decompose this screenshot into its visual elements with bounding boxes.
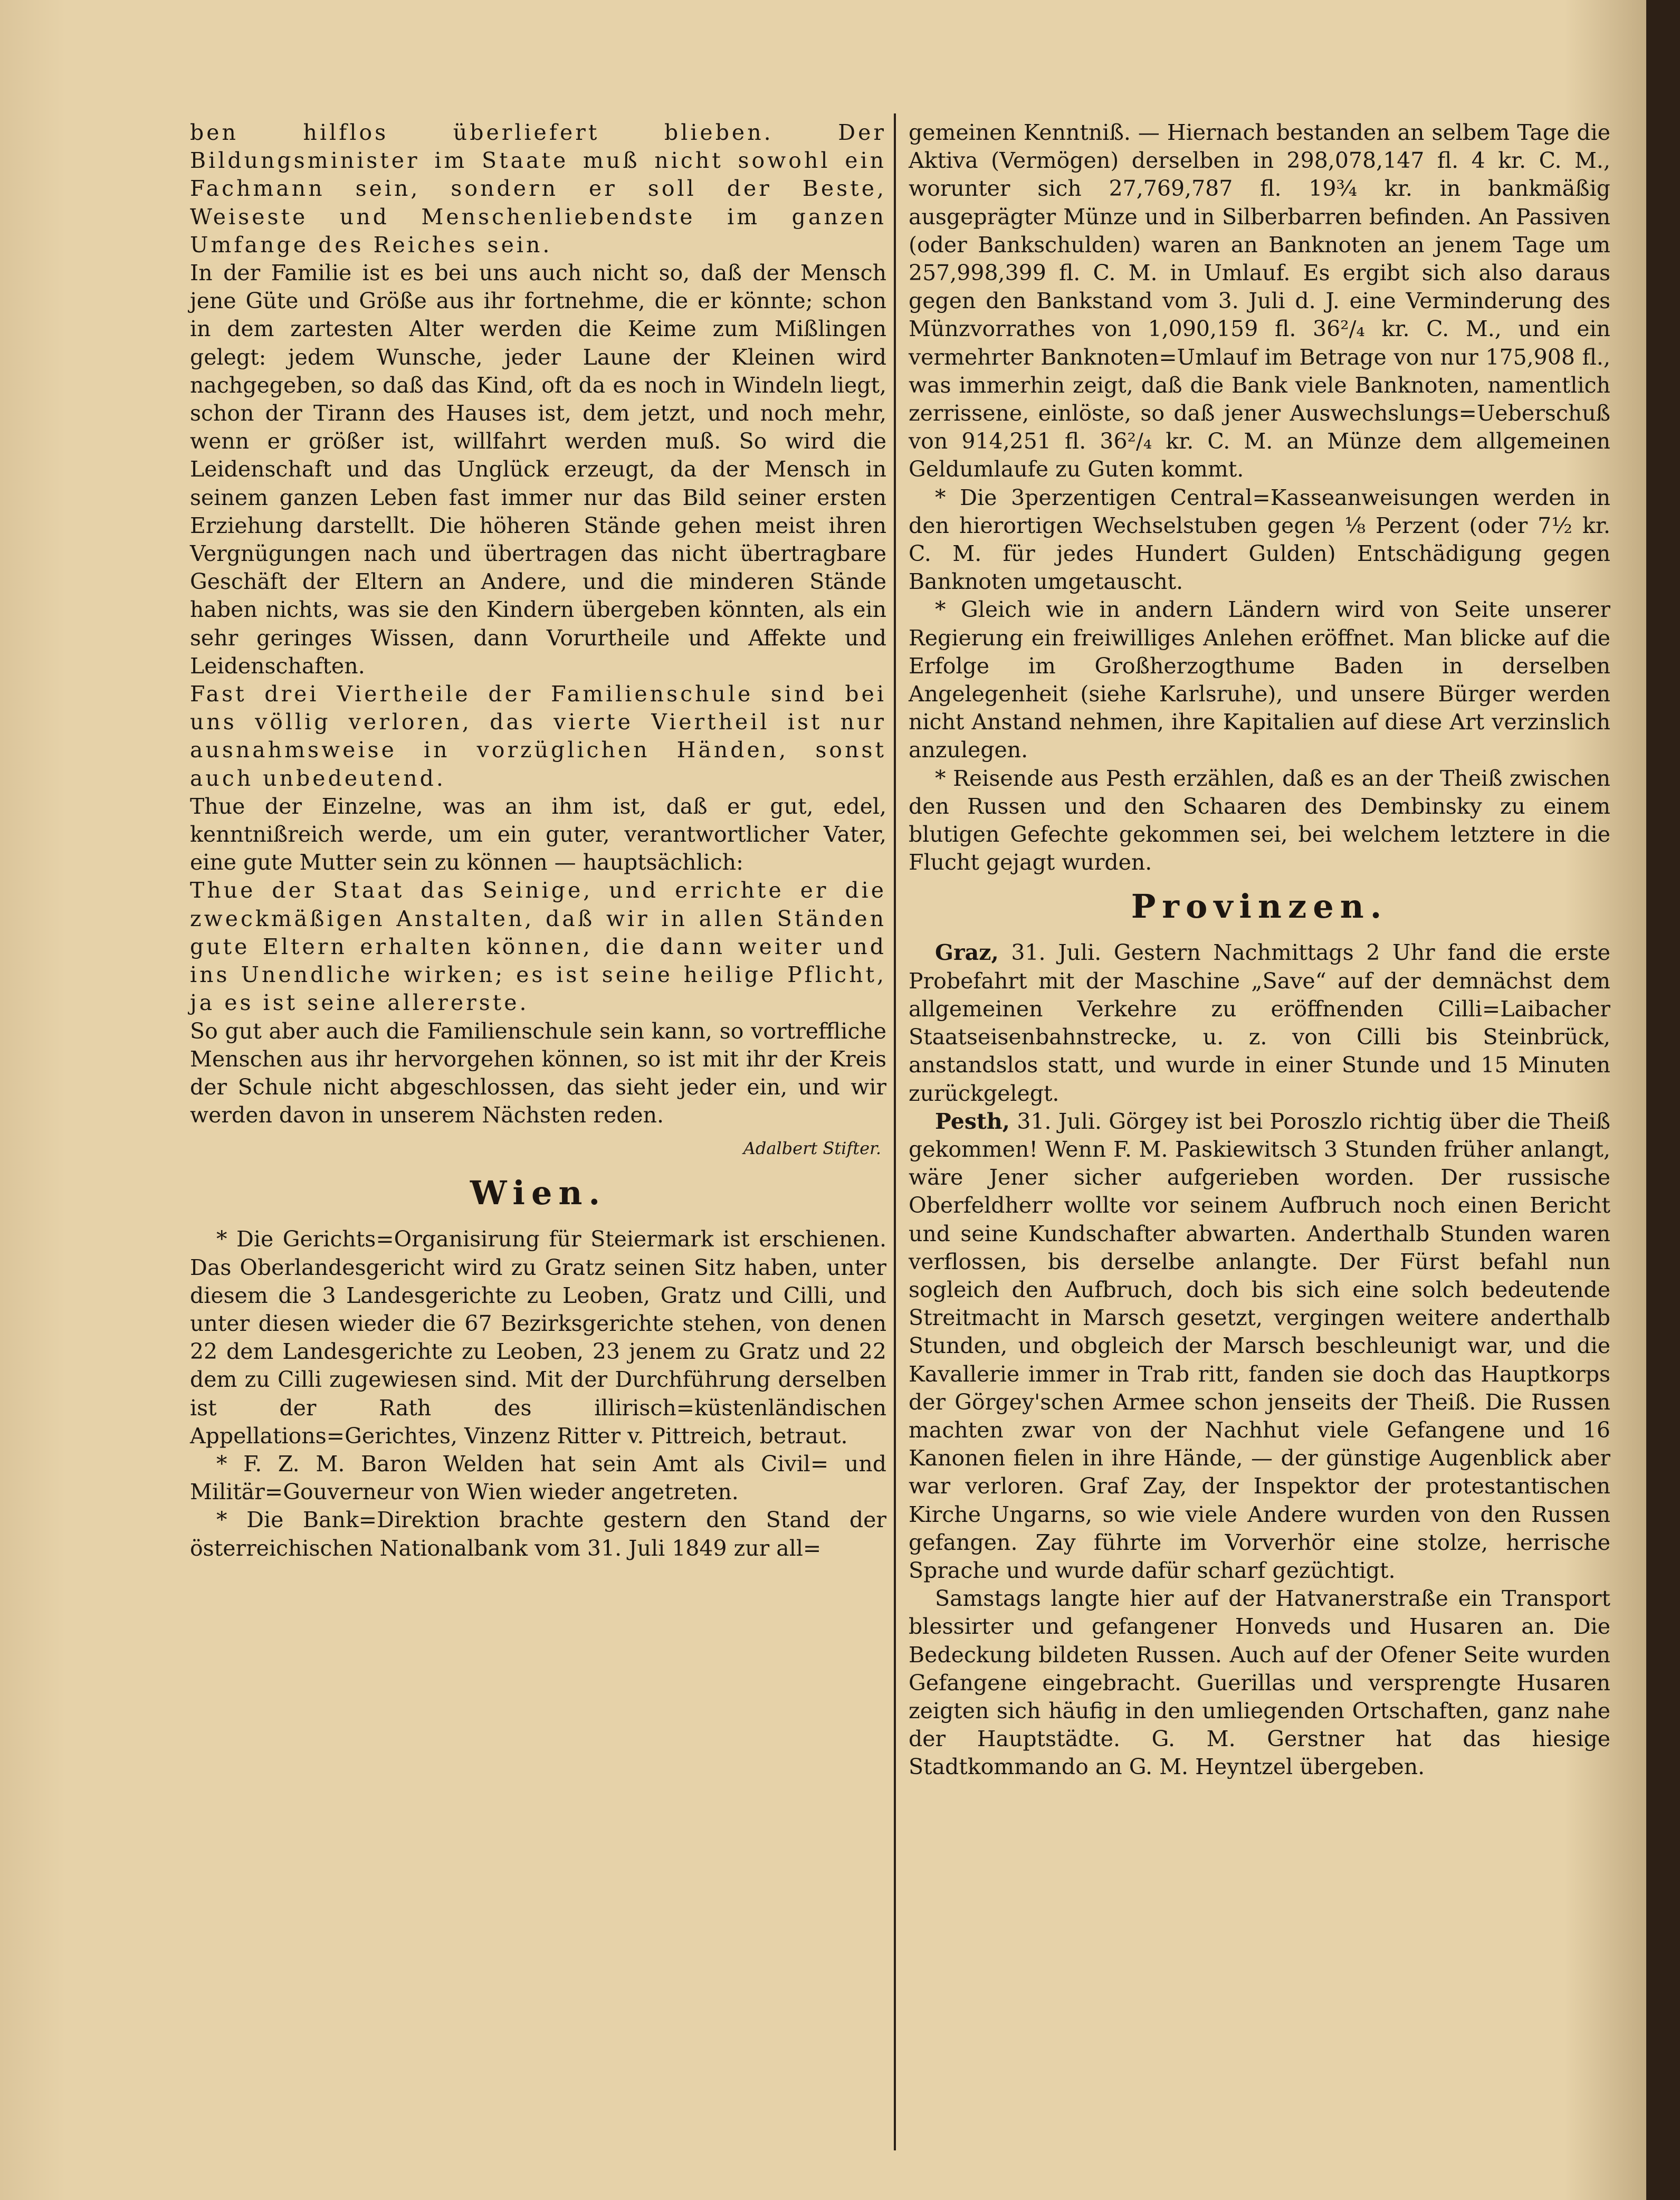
news-welden: * F. Z. M. Baron Welden hat sein Amt als Civil= und Militär=Gouverneur von Wien wieder angetreten. — [190, 1451, 886, 1505]
paragraph-kreis-der-schule: So gut aber auch die Familienschule sein kann, so vortreffliche Menschen aus ihr hervorgehen können, so ist mit ihr der Kreis der Schule nicht abgeschlossen, das sieht jeder ein, und wir werden davon in unserem Nächsten reden. — [190, 1018, 886, 1128]
author-signature: Adalbert Stifter. — [743, 1138, 881, 1159]
news-pesth-text: 31. Juli. Görgey ist bei Poroszlo richtig über die Theiß gekommen! Wenn F. M. Paskiewitsch 3 Stunden früher anlangt, wäre Jener sicher aufgerieben worden. Der russische Oberfeldherr wollte vor seinem Aufbruch noch einen Bericht und seine Kundschafter abwarten. Anderthalb Stunden waren verflossen, bis derselbe anlangte. Der Fürst befahl nun sogleich den Aufbruch, doch bis sich eine solch bedeutende Streitmacht in Marsch gesetzt, vergingen weitere anderthalb Stunden, und obgleich der Marsch beschleunigt war, und die Kavallerie immer in Trab ritt, fanden sie doch das Hauptkorps der Görgey'schen Armee schon jenseits der Theiß. Die Russen machten zwar von der Nachhut viele Gefangene und 16 Kanonen fielen in ihre Hände, — der günstige Augenblick aber war verloren. Graf Zay, der Inspektor der protestantischen Kirche Ungarns, so wie viele Andere wurden von den Russen gefangen. Zay führte im Vorverhör eine stolze, herrische Sprache und wurde dafür scharf gezüchtigt. — [909, 1108, 1610, 1583]
news-bank-stand: gemeinen Kenntniß. — Hiernach bestanden an selbem Tage die Aktiva (Vermögen) derselben in 298,078,147 fl. 4 kr. C. M., worunter sich 27,769,787 fl. 19¾ kr. in bankmäßig ausgeprägter Münze und in Silberbarren befinden. An Passiven (oder Bankschulden) waren an Banknoten an jenem Tage um 257,998,399 fl. C. M. in Umlauf. Es ergibt sich also daraus gegen den Bankstand vom 3. Juli d. J. eine Verminderung des Münzvorrathes von 1,090,159 fl. 36²/₄ kr. C. M., und ein vermehrter Banknoten=Umlauf im Betrage von nur 175,908 fl., was immerhin zeigt, daß die Bank viele Banknoten, namentlich zerrissene, einlöste, so daß jener Auswechslungs=Ueberschuß von 914,251 fl. 36²/₄ kr. C. M. an Münze dem allgemeinen Geldumlaufe zu Guten kommt. — [909, 120, 1610, 482]
news-graz-text: 31. Juli. Gestern Nachmittags 2 Uhr fand die erste Probefahrt mit der Maschine „Save“ auf der demnächst dem allgemeinen Verkehre zu eröffnenden Cilli=Laibacher Staatseisenbahnstrecke, u. z. von Cilli bis Steinbrück, anstandslos statt, und wurde in einer Stunde und 15 Minuten zurückgelegt. — [909, 940, 1610, 1106]
dateline-pesth: Pesth, — [935, 1108, 1010, 1134]
paragraph-staat: Thue der Staat das Seinige, und errichte er die zweckmäßigen Anstalten, daß wir in allen Ständen gute Eltern erhalten können, die dann weiter und ins Unendliche wirken; es ist seine heilige Pflicht, ja es ist seine allererste. — [190, 878, 886, 1016]
left-column — [190, 119, 886, 1563]
news-reisende-pesth: * Reisende aus Pesth erzählen, daß es an der Theiß zwischen den Russen und den Schaaren des Dembinsky zu einem blutigen Gefechte gekommen sei, bei welchem letztere in die Flucht gejagt wurden. — [909, 765, 1610, 875]
news-gerichts-organisirung: * Die Gerichts=Organisirung für Steiermark ist erschienen. Das Oberlandesgericht wird zu Gratz seinen Sitz haben, unter diesem die 3 Landesgerichte zu Leoben, Gratz und Cilli, und unter diesen wieder die 67 Bezirksgerichte stehen, von denen 22 dem Landesgerichte zu Leoben, 23 jenem zu Gratz und 22 dem zu Cilli zugewiesen sind. Mit der Durchführung derselben ist der Rath des illirisch=küstenländischen Appellations=Gerichtes, Vinzenz Ritter v. Pittreich, betraut. — [190, 1226, 886, 1449]
section-heading-wien: Wien. — [470, 1174, 607, 1213]
news-samstags: Samstags langte hier auf der Hatvanerstraße ein Transport blessirter und gefangener Honveds und Husaren an. Die Bedeckung bildeten Russen. Auch auf der Ofener Seite wurden Gefangene eingebracht. Guerillas und versprengte Husaren zeigten sich häufig in den umliegenden Ortschaften, ganz nahe der Hauptstädte. G. M. Gerstner hat das hiesige Stadtkommando an G. M. Heyntzel übergeben. — [909, 1586, 1610, 1780]
news-kasseanweisungen: * Die 3perzentigen Central=Kasseanweisungen werden in den hierortigen Wechselstuben gegen ⅛ Perzent (oder 7½ kr. C. M. für jedes Hundert Gulden) Entschädigung gegen Banknoten umgetauscht. — [909, 484, 1610, 595]
section-heading-provinzen: Provinzen. — [1131, 887, 1388, 926]
dateline-graz: Graz, — [935, 940, 999, 966]
page-edge-shadow — [1646, 0, 1680, 2200]
news-anlehen: * Gleich wie in andern Ländern wird von Seite unserer Regierung ein freiwilliges Anlehen eröffnet. Man blicke auf die Erfolge im Großherzogthume Baden in derselben Angelegenheit (siehe Karlsruhe), und unsere Bürger werden nicht Anstand nehmen, ihre Kapitalien auf diese Art verzinslich anzulegen. — [909, 597, 1610, 763]
paragraph-bildungsminister: ben hilflos überliefert blieben. Der Bildungsminister im Staate muß nicht sowohl ein Fachmann sein, sondern er soll der Beste, Weiseste und Menschenliebendste im ganzen Umfange des Reiches sein. — [190, 120, 886, 258]
right-column — [909, 119, 1610, 1782]
news-graz — [909, 939, 1610, 1107]
news-bank-direktion: * Die Bank=Direktion brachte gestern den Stand der österreichischen Nationalbank vom 31. Juli 1849 zur all= — [190, 1507, 886, 1561]
paragraph-familie: In der Familie ist es bei uns auch nicht so, daß der Mensch jene Güte und Größe aus ihr fortnehme, die er könnte; schon in dem zartesten Alter werden die Keime zum Mißlingen gelegt: jedem Wunsche, jeder Laune der Kleinen wird nachgegeben, so daß das Kind, oft da es noch in Windeln liegt, schon der Tirann des Hauses ist, dem jetzt, und noch mehr, wenn er größer ist, willfahrt werden muß. So wird die Leidenschaft und das Unglück erzeugt, da der Mensch in seinem ganzen Leben fast immer nur das Bild seiner ersten Erziehung darstellt. Die höheren Stände gehen meist ihren Vergnügungen nach und übertragen das nicht übertragbare Geschäft der Eltern an Andere, und die minderen Stände haben nichts, was sie den Kindern übergeben könnten, als ein sehr geringes Wissen, dann Vorurtheile und Affekte und Leidenschaften. — [190, 260, 886, 679]
news-pesth — [909, 1108, 1610, 1585]
paragraph-familienschule: Fast drei Viertheile der Familienschule sind bei uns völlig verloren, das vierte Viertheil ist nur ausnahmsweise in vorzüglichen Händen, sonst auch unbedeutend. — [190, 681, 886, 791]
paragraph-einzelne: Thue der Einzelne, was an ihm ist, daß er gut, edel, kenntnißreich werde, um ein guter, verantwortlicher Vater, eine gute Mutter sein zu können — hauptsächlich: — [190, 793, 886, 875]
column-divider — [894, 113, 896, 2150]
